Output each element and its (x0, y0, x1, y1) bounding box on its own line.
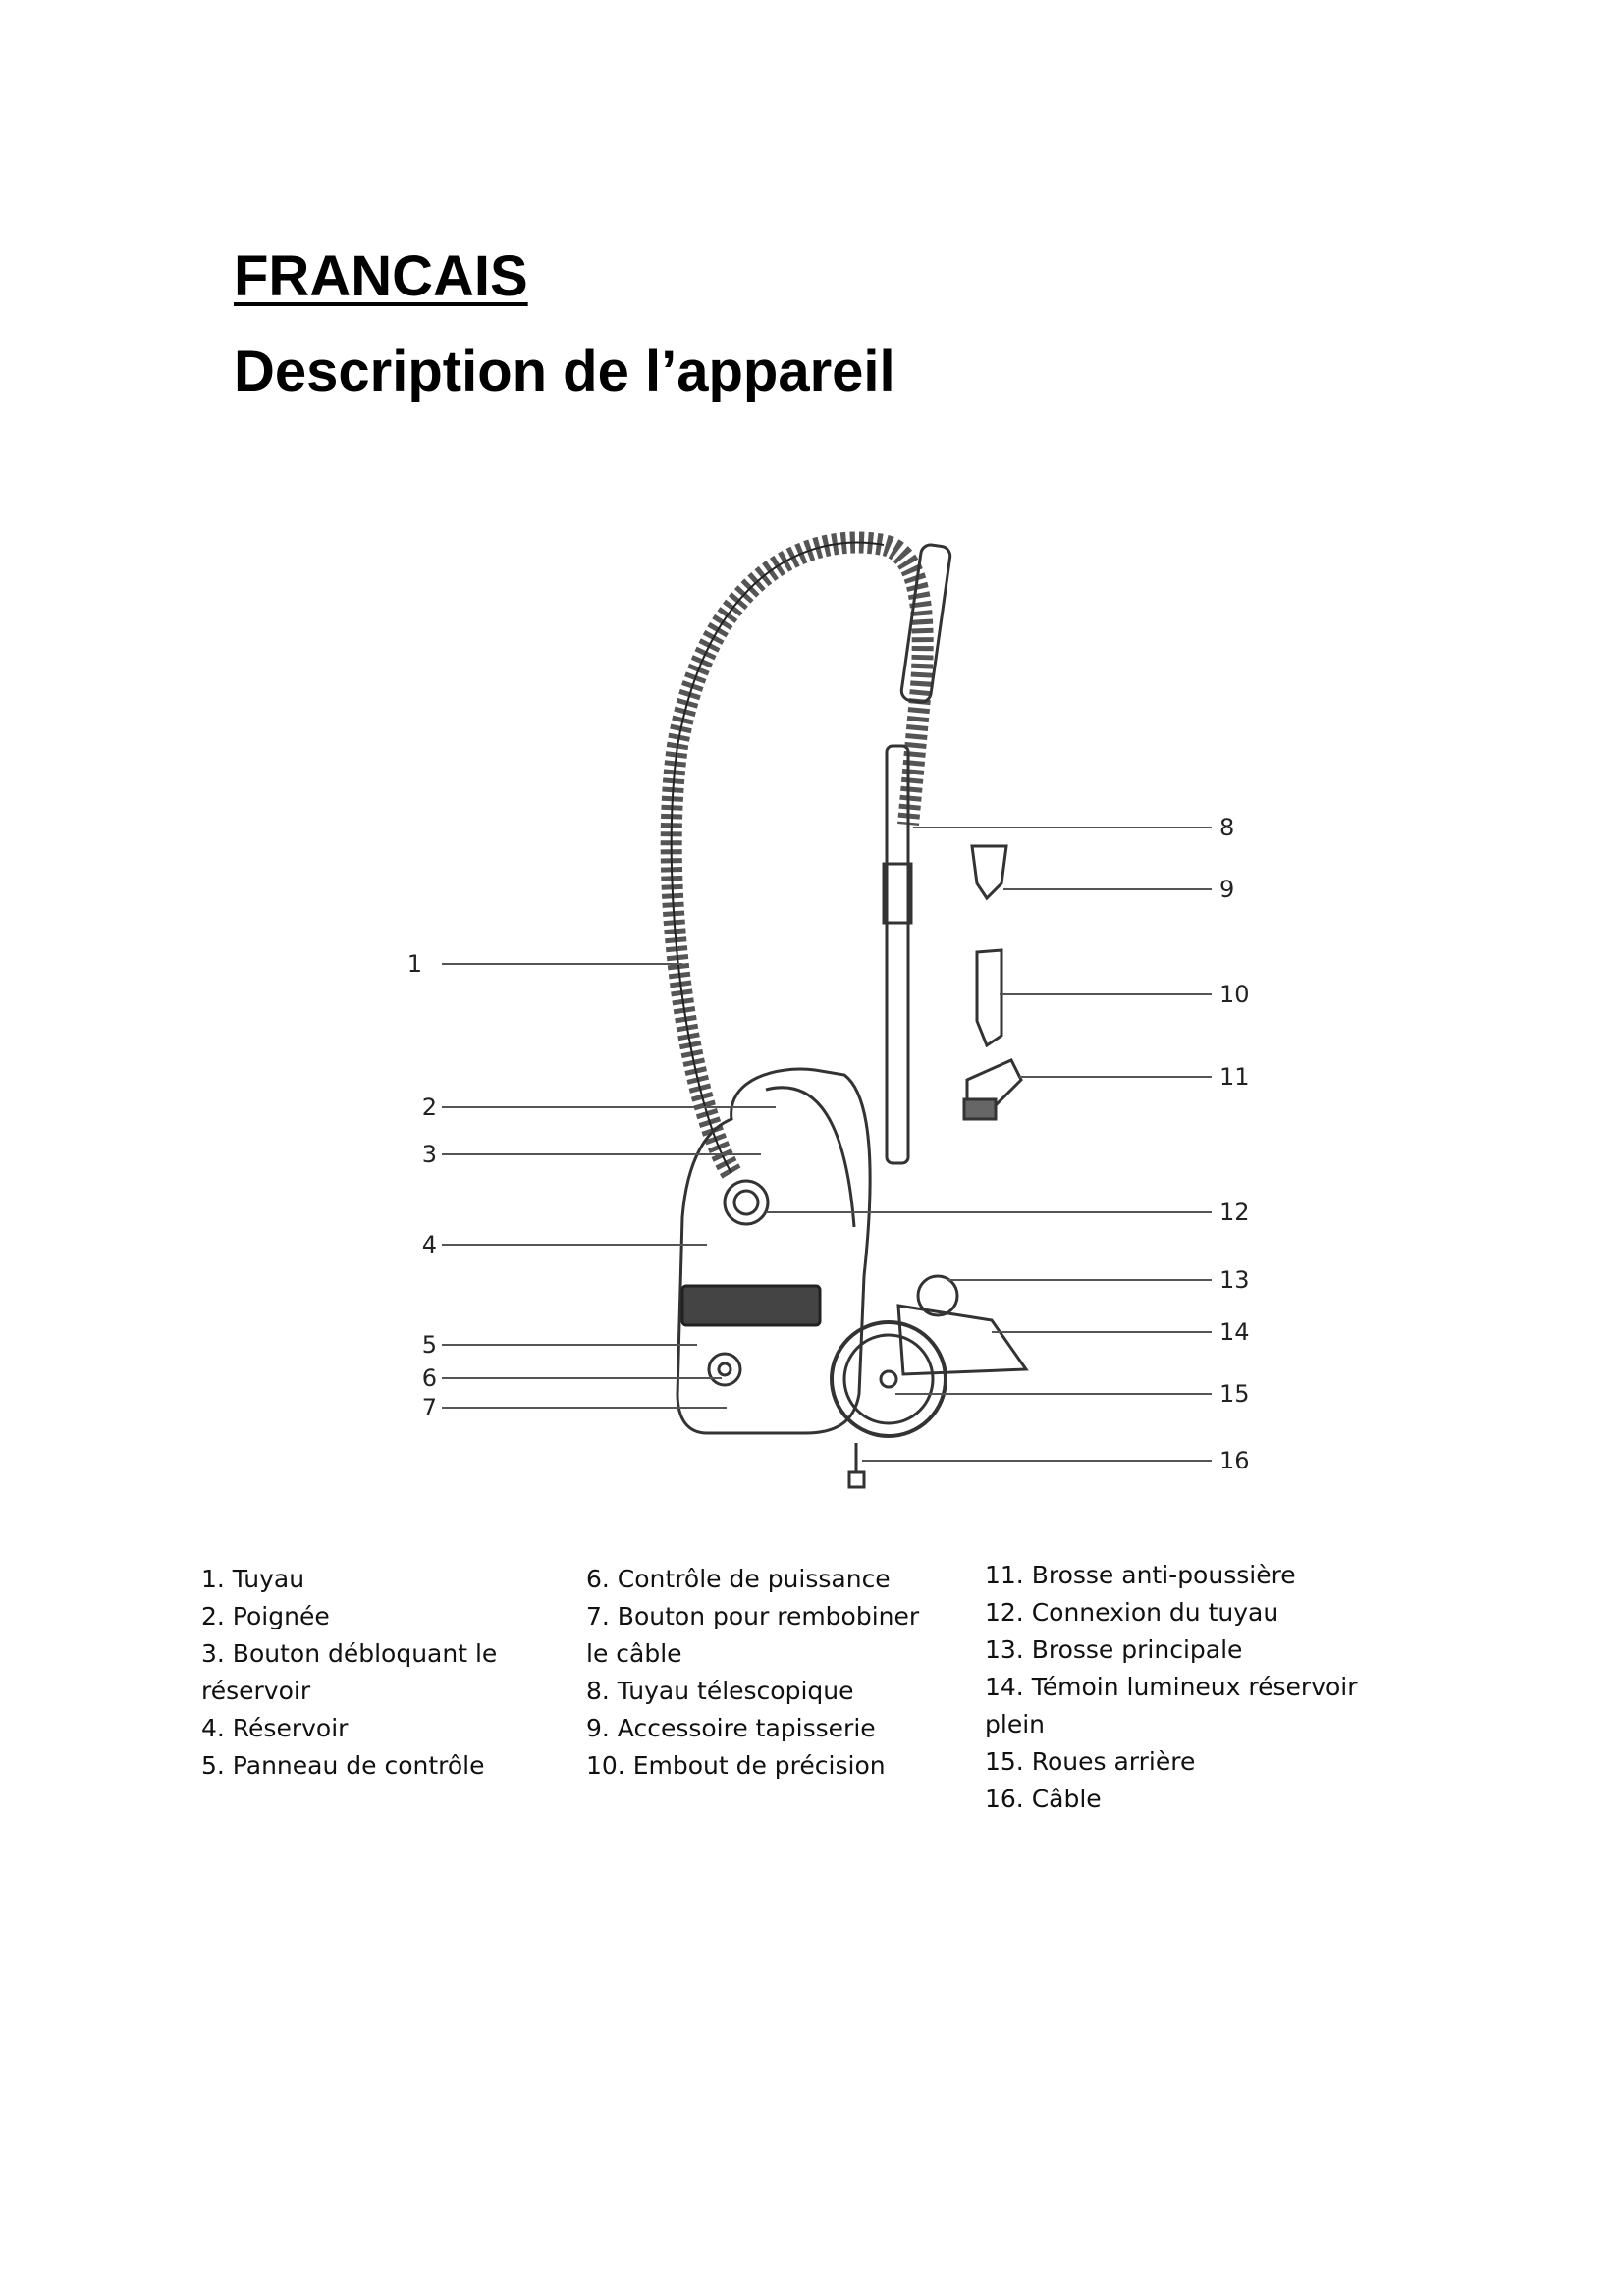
floor-brush-illustration (898, 1306, 1026, 1374)
legend-item: 16. Câble (985, 1785, 1102, 1813)
hose-illustration (672, 542, 923, 1173)
legend-item: 4. Réservoir (201, 1714, 349, 1742)
upholstery-tool-illustration (972, 846, 1006, 898)
callout-10: 10 (1219, 981, 1250, 1008)
callout-2: 2 (421, 1094, 437, 1121)
legend-item: 1. Tuyau (201, 1565, 305, 1593)
plug-illustration (849, 1443, 864, 1487)
legend-item: 11. Brosse anti-poussière (985, 1561, 1296, 1589)
legend-item: 3. Bouton débloquant le réservoir (201, 1639, 498, 1705)
legend-item: 8. Tuyau télescopique (586, 1677, 854, 1705)
rear-wheel-illustration (832, 1322, 946, 1436)
callout-5: 5 (421, 1331, 437, 1359)
callout-3: 3 (421, 1141, 437, 1168)
legend-item: 6. Contrôle de puissance (586, 1565, 891, 1593)
legend-item: 14. Témoin lumineux réservoir plein (985, 1673, 1358, 1738)
callout-12: 12 (1219, 1199, 1250, 1226)
language-heading: FRANCAIS (234, 244, 528, 308)
legend-item: 13. Brosse principale (985, 1635, 1243, 1664)
crevice-tool-illustration (977, 950, 1001, 1045)
callout-6: 6 (421, 1364, 437, 1392)
legend-column-2 (586, 1561, 920, 1785)
callout-4: 4 (421, 1231, 437, 1258)
callout-7: 7 (421, 1394, 437, 1421)
callout-14: 14 (1219, 1318, 1250, 1346)
callout-9: 9 (1219, 876, 1235, 903)
legend-item: 5. Panneau de contrôle (201, 1751, 485, 1780)
callout-8: 8 (1219, 814, 1235, 841)
legend-item: 12. Connexion du tuyau (985, 1598, 1279, 1627)
legend-item: 15. Roues arrière (985, 1747, 1196, 1776)
callout-13: 13 (1219, 1266, 1250, 1294)
callout-1: 1 (406, 950, 422, 978)
callout-11: 11 (1219, 1063, 1250, 1091)
callout-16: 16 (1219, 1447, 1250, 1474)
legend-item: 9. Accessoire tapisserie (586, 1714, 876, 1742)
page-title: Description de l’appareil (234, 340, 895, 403)
legend-item: 7. Bouton pour rembobiner le câble (586, 1602, 920, 1668)
legend-column-1 (201, 1561, 525, 1785)
legend-item: 2. Poignée (201, 1602, 330, 1630)
legend-item: 10. Embout de précision (586, 1751, 886, 1780)
callout-15: 15 (1219, 1380, 1250, 1408)
legend-column-3 (985, 1557, 1378, 1818)
